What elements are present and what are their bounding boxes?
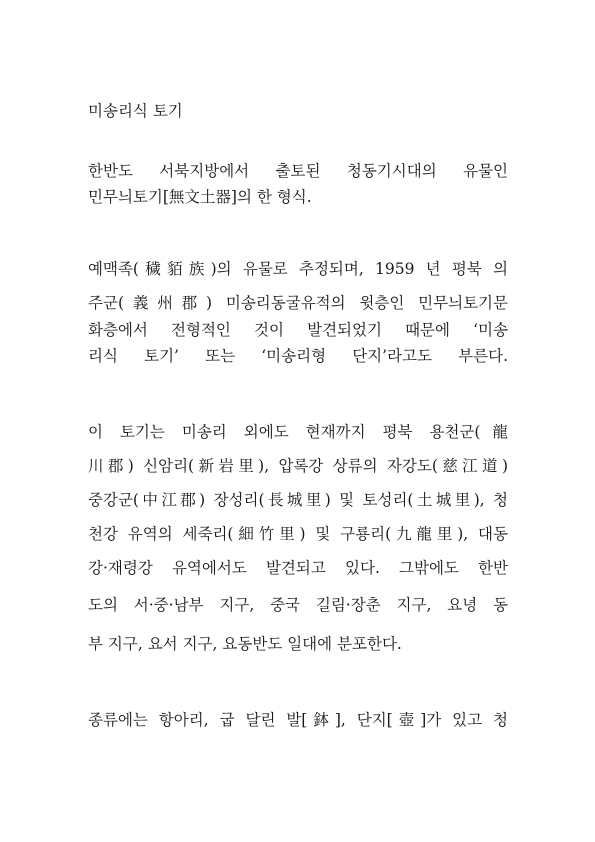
paragraph-3-line-1: 이 토기는 미송리 외에도 현재까지 평북 용천군(龍 (88, 423, 508, 441)
paragraph-1-line-2: 민무늬토기[無文土器]의 한 형식. (88, 188, 312, 206)
document-title: 미송리식 토기 (88, 102, 183, 120)
paragraph-3-line-5: 강·재령강 유역에서도 발견되고 있다. 그밖에도 한반 (88, 559, 508, 577)
paragraph-3-line-7: 부 지구, 요서 지구, 요동반도 일대에 분포한다. (88, 635, 402, 653)
paragraph-3-line-2: 川郡) 신암리(新岩里), 압록강 상류의 자강도(慈江道) (88, 457, 508, 475)
paragraph-1-line-1: 한반도 서북지방에서 출토된 청동기시대의 유물인 (88, 162, 508, 180)
paragraph-2-line-2: 주군(義州郡) 미송리동굴유적의 윗층인 민무늬토기문 (88, 294, 508, 312)
paragraph-2-line-1: 예맥족(穢貊族)의 유물로 추정되며, 1959 년 평북 의 (88, 260, 508, 278)
paragraph-3-line-6: 도의 서·중·남부 지구, 중국 길림·장춘 지구, 요녕 동 (88, 596, 508, 614)
paragraph-4-line-1: 종류에는 항아리, 굽 달린 발[鉢], 단지[壺]가 있고 청 (88, 711, 508, 729)
paragraph-2-line-3: 화층에서 전형적인 것이 발견되었기 때문에 ‘미송 (88, 321, 508, 339)
paragraph-2-line-4: 리식 토기’ 또는 ‘미송리형 단지’라고도 부른다. (88, 347, 508, 365)
paragraph-3-line-3: 중강군(中江郡) 장성리(長城里) 및 토성리(土城里), 청 (88, 491, 508, 509)
paragraph-3-line-4: 천강 유역의 세죽리(細竹里) 및 구룡리(九龍里), 대동 (88, 525, 508, 543)
